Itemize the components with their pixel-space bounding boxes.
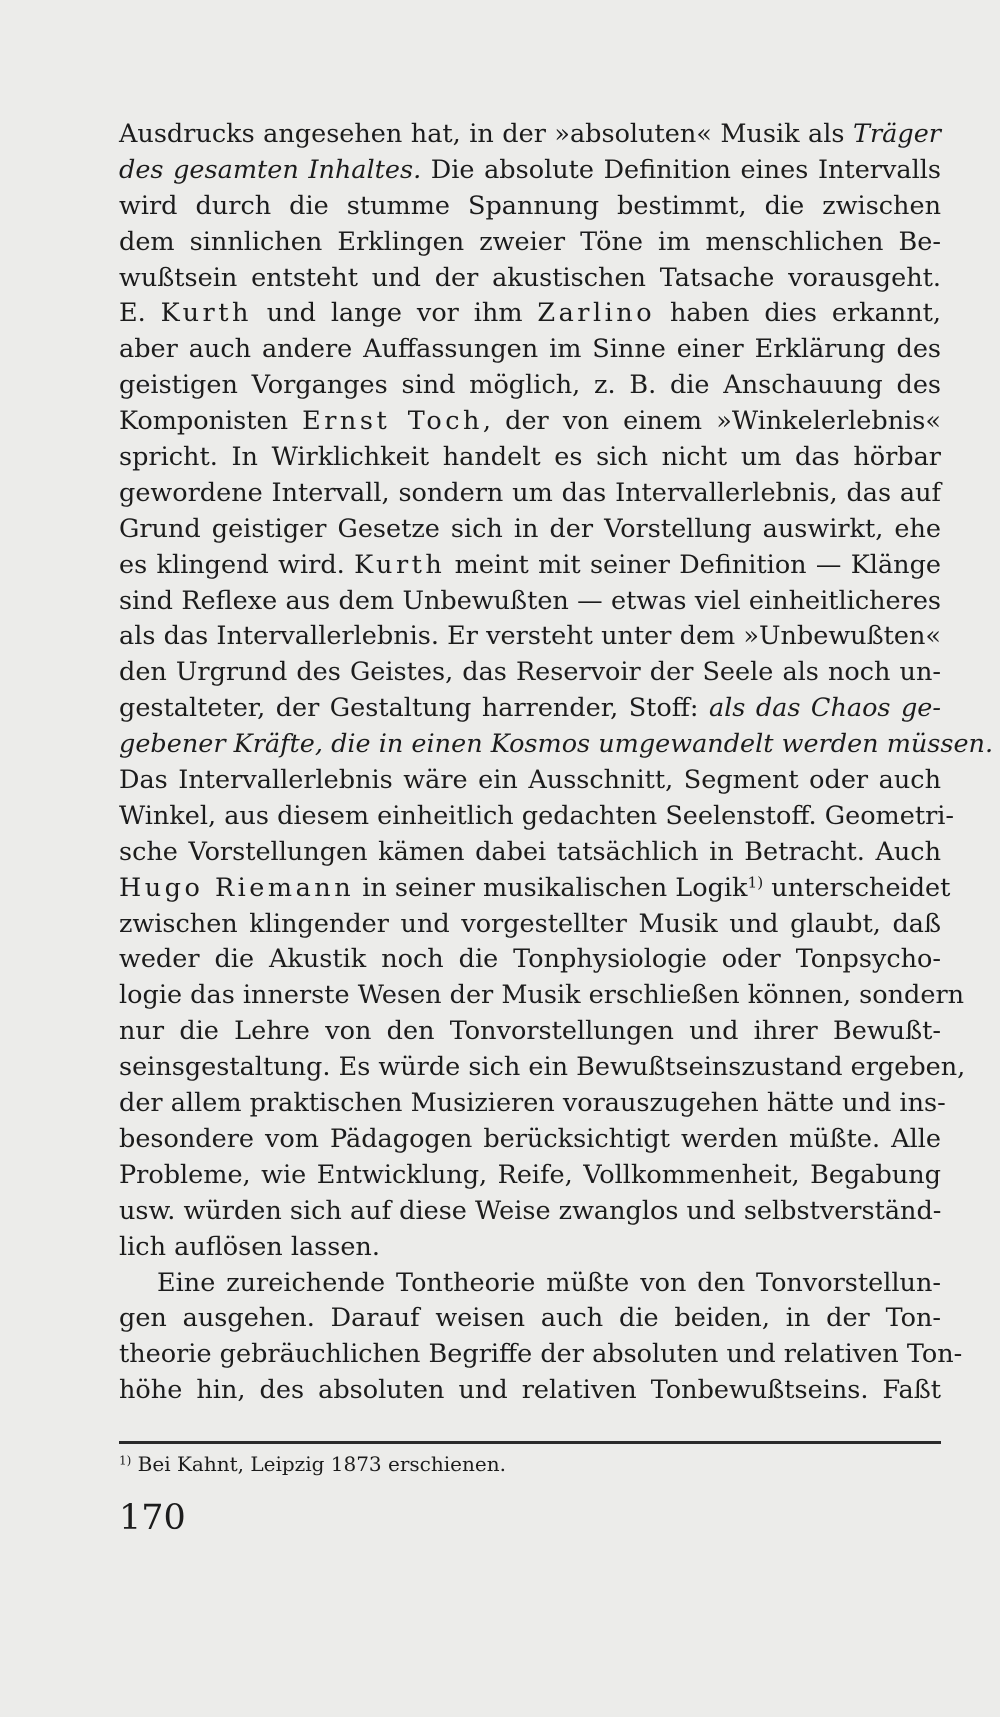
text-run: gen ausgehen. Darauf weisen auch die beiden, in der Ton-: [119, 1303, 941, 1334]
text-line: [119, 727, 994, 763]
text-line: [119, 548, 941, 584]
text-run: und lange vor ihm: [251, 298, 538, 329]
text-run: Zarlino: [537, 298, 656, 329]
text-line: [119, 835, 941, 871]
text-line: [119, 225, 941, 261]
text-line: [119, 907, 941, 943]
text-run: lich auflösen lassen.: [119, 1231, 380, 1262]
text-line: [119, 296, 941, 332]
text-run: Ausdrucks angesehen hat, in der »absoluten« Musik als: [119, 119, 853, 149]
text-line: [119, 1301, 941, 1337]
text-line: [119, 799, 955, 835]
text-run: gestalteter, der Gestaltung harrender, Stoff:: [119, 693, 709, 724]
footnote-reference: 1): [747, 873, 764, 892]
text-run: aber auch andere Auffassungen im Sinne einer Erklärung des: [119, 334, 941, 365]
text-run: als das Intervallerlebnis. Er versteht unter dem »Unbewußten«: [119, 621, 941, 652]
text-line: [119, 619, 941, 655]
text-run: höhe hin, des absoluten und relativen Tonbewußtseins. Faßt: [119, 1375, 941, 1406]
text-line: [119, 1266, 941, 1302]
text-run: wird durch die stumme Spannung bestimmt, die zwischen: [119, 190, 941, 221]
text-line: [119, 1122, 941, 1158]
text-line: [119, 763, 941, 799]
text-line: [119, 1014, 941, 1050]
footnote-marker: 1): [119, 1453, 132, 1468]
text-run: geistigen Vorganges sind möglich, z. B. die Anschauung des: [119, 370, 941, 401]
text-run: es klingend wird.: [119, 549, 355, 580]
text-line: [119, 942, 941, 978]
footnote: [119, 1450, 941, 1478]
text-run: meint mit seiner Definition — Klänge: [445, 549, 941, 580]
text-run: Ernst Toch: [302, 406, 483, 437]
text-run: in seiner musikalischen Logik: [354, 872, 748, 903]
text-run: zwischen klingender und vorgestellter Musik und glaubt, daß: [119, 908, 941, 939]
text-line: [119, 584, 941, 620]
text-run: spricht. In Wirklichkeit handelt es sich nicht um das hörbar: [119, 442, 941, 473]
text-run: weder die Akustik noch die Tonphysiologie oder Tonpsycho-: [119, 944, 941, 975]
text-line: [119, 1373, 941, 1409]
text-line: [119, 1337, 963, 1373]
footnote-text: Bei Kahnt, Leipzig 1873 erschienen.: [131, 1452, 506, 1476]
text-run: wußtsein entsteht und der akustischen Tatsache vorausgeht.: [119, 262, 941, 293]
text-run: Eine zureichende Tontheorie müßte von den Tonvorstellun-: [157, 1267, 941, 1298]
text-run: besondere vom Pädagogen berücksichtigt werden müßte. Alle: [119, 1123, 941, 1154]
text-run: der allem praktischen Musizieren vorauszugehen hätte und ins-: [119, 1088, 946, 1119]
text-line: [119, 1086, 946, 1122]
text-run: Hugo Riemann: [119, 872, 355, 903]
text-line: [119, 871, 951, 907]
text-run: als das Chaos ge-: [708, 693, 941, 724]
footnote-rule: [119, 1441, 941, 1444]
text-run: nur die Lehre von den Tonvorstellungen und ihrer Bewußt-: [119, 1016, 941, 1047]
text-line: [119, 404, 941, 440]
text-run: Komponisten: [119, 406, 303, 437]
text-line: [119, 691, 941, 727]
text-line: [119, 978, 965, 1014]
text-run: sind Reflexe aus dem Unbewußten — etwas viel einheitlicheres: [119, 585, 941, 616]
text-run: unterscheidet: [763, 872, 951, 903]
text-line: [119, 261, 941, 297]
text-run: usw. würden sich auf diese Weise zwanglos und selbstverständ-: [119, 1195, 942, 1226]
text-line: [119, 189, 941, 225]
text-run: Die absolute Definition eines Intervalls: [421, 154, 941, 185]
text-run: Träger: [852, 119, 941, 149]
text-line: [119, 440, 941, 476]
text-line: [119, 1050, 966, 1086]
text-run: E.: [119, 298, 161, 329]
text-run: theorie gebräuchlichen Begriffe der absoluten und relativen Ton-: [119, 1339, 963, 1370]
text-line: [119, 368, 941, 404]
text-run: , der von einem »Winkelerlebnis«: [482, 406, 941, 437]
page-number: 170: [119, 1498, 186, 1538]
text-line: [119, 1194, 941, 1230]
text-run: den Urgrund des Geistes, das Reservoir der Seele als noch un-: [119, 657, 941, 688]
text-run: gebener Kräfte, die in einen Kosmos umgewandelt werden müssen.: [119, 729, 994, 760]
text-line: [119, 1158, 941, 1194]
text-run: des gesamten Inhaltes.: [119, 154, 422, 185]
text-line: [119, 1230, 941, 1266]
text-run: haben dies erkannt,: [655, 298, 941, 329]
text-line: [119, 655, 941, 691]
text-line: [119, 476, 941, 512]
body-text: [119, 117, 994, 1409]
text-run: Winkel, aus diesem einheitlich gedachten Seelenstoff. Geometri-: [119, 800, 955, 831]
text-line: [119, 512, 941, 548]
text-run: Kurth: [354, 549, 446, 580]
text-line: [119, 117, 941, 153]
text-run: Grund geistiger Gesetze sich in der Vorstellung auswirkt, ehe: [119, 513, 941, 544]
text-run: dem sinnlichen Erklingen zweier Töne im menschlichen Be-: [119, 226, 941, 257]
text-run: gewordene Intervall, sondern um das Intervallerlebnis, das auf: [119, 477, 941, 508]
text-run: Probleme, wie Entwicklung, Reife, Vollkommenheit, Begabung: [119, 1159, 941, 1190]
text-run: Das Intervallerlebnis wäre ein Ausschnitt, Segment oder auch: [119, 765, 941, 796]
text-run: sche Vorstellungen kämen dabei tatsächlich in Betracht. Auch: [119, 836, 941, 867]
text-line: [119, 332, 941, 368]
text-run: seinsgestaltung. Es würde sich ein Bewußtseinszustand ergeben,: [119, 1052, 966, 1083]
text-run: logie das innerste Wesen der Musik erschließen können, sondern: [119, 980, 965, 1011]
text-run: Kurth: [160, 298, 252, 329]
text-line: [119, 153, 941, 189]
